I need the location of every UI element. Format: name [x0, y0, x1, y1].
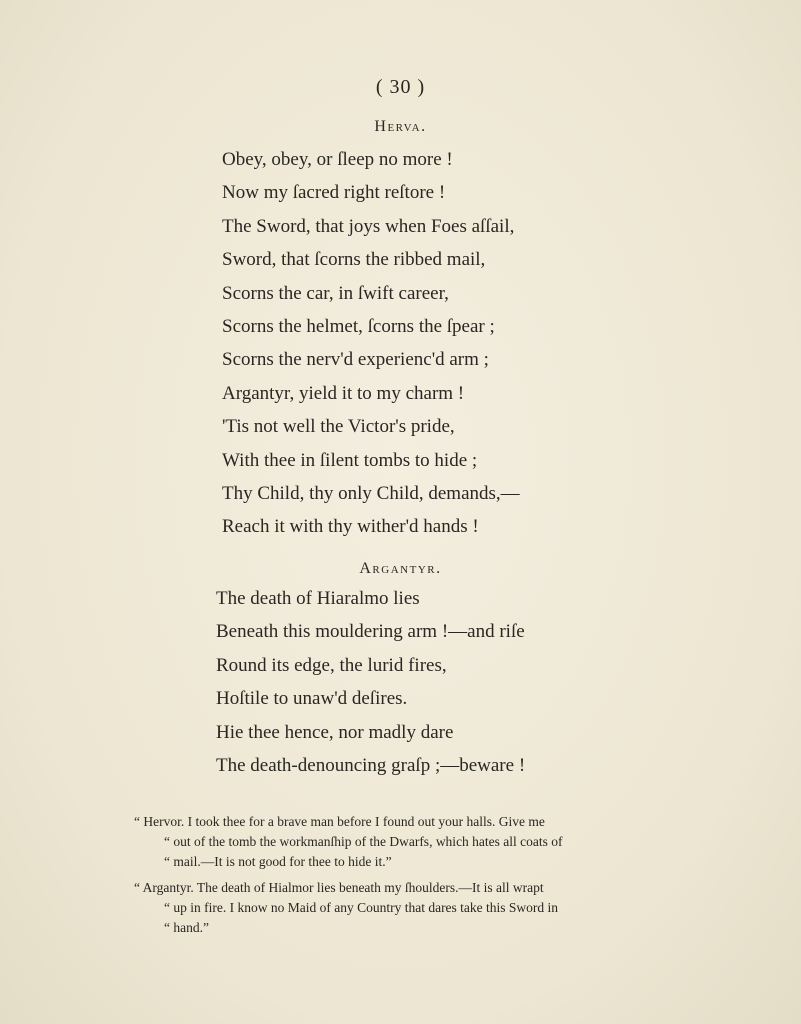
verse-line: Scorns the helmet, ſcorns the ſpear ;	[222, 315, 495, 337]
footnote-argantyr	[134, 878, 674, 938]
verse-line: The Sword, that joys when Foes aſſail,	[222, 215, 515, 237]
verse-line: The death-denouncing graſp ;—beware !	[216, 754, 526, 776]
verse-line: Reach it with thy wither'd hands !	[222, 516, 479, 538]
verse-line: Round its edge, the lurid fires,	[216, 654, 447, 676]
footnote-line: “ Hervor. I took thee for a brave man before I found out your halls. Give me	[134, 814, 545, 829]
speaker-heading-argantyr: Argantyr.	[359, 560, 442, 577]
verse-line: 'Tis not well the Victor's pride,	[222, 416, 455, 438]
verse-line: Sword, that ſcorns the ribbed mail,	[222, 249, 486, 271]
verse-line: Beneath this mouldering arm !—and riſe	[216, 621, 525, 643]
verse-line: The death of Hiaralmo lies	[216, 588, 420, 609]
verse-line: With thee in ſilent tombs to hide ;	[222, 449, 478, 471]
page-number: ( 30 )	[375, 76, 426, 98]
footnotes	[134, 812, 674, 944]
footnote-line: “ hand.”	[164, 920, 209, 935]
verse-line: Obey, obey, or ſleep no more !	[222, 149, 453, 170]
footnote-line: “ up in fire. I know no Maid of any Country that dares take this Sword in	[164, 900, 559, 915]
verse-line: Thy Child, thy only Child, demands,—	[222, 482, 520, 504]
verse-line: Scorns the car, in ſwift career,	[222, 282, 449, 304]
verse-line: Hoſtile to unaw'd deſires.	[216, 688, 408, 710]
footnote-line: “ out of the tomb the workmanſhip of the Dwarfs, which hates all coats of	[164, 834, 563, 849]
footnote-hervor	[134, 812, 674, 872]
verse-line: Hie thee hence, nor madly dare	[216, 721, 454, 743]
verse-line: Scorns the nerv'd experienc'd arm ;	[222, 349, 489, 371]
footnote-line: “ Argantyr. The death of Hialmor lies beneath my ſhoulders.—It is all wrapt	[134, 880, 544, 895]
stanza-herva	[222, 143, 520, 544]
stanza-argantyr	[216, 582, 525, 782]
verse-line: Now my ſacred right reſtore !	[222, 182, 446, 204]
speaker-heading-herva: Herva.	[374, 118, 427, 135]
footnote-line: “ mail.—It is not good for thee to hide it.”	[164, 854, 392, 869]
verse-line: Argantyr, yield it to my charm !	[222, 382, 465, 404]
